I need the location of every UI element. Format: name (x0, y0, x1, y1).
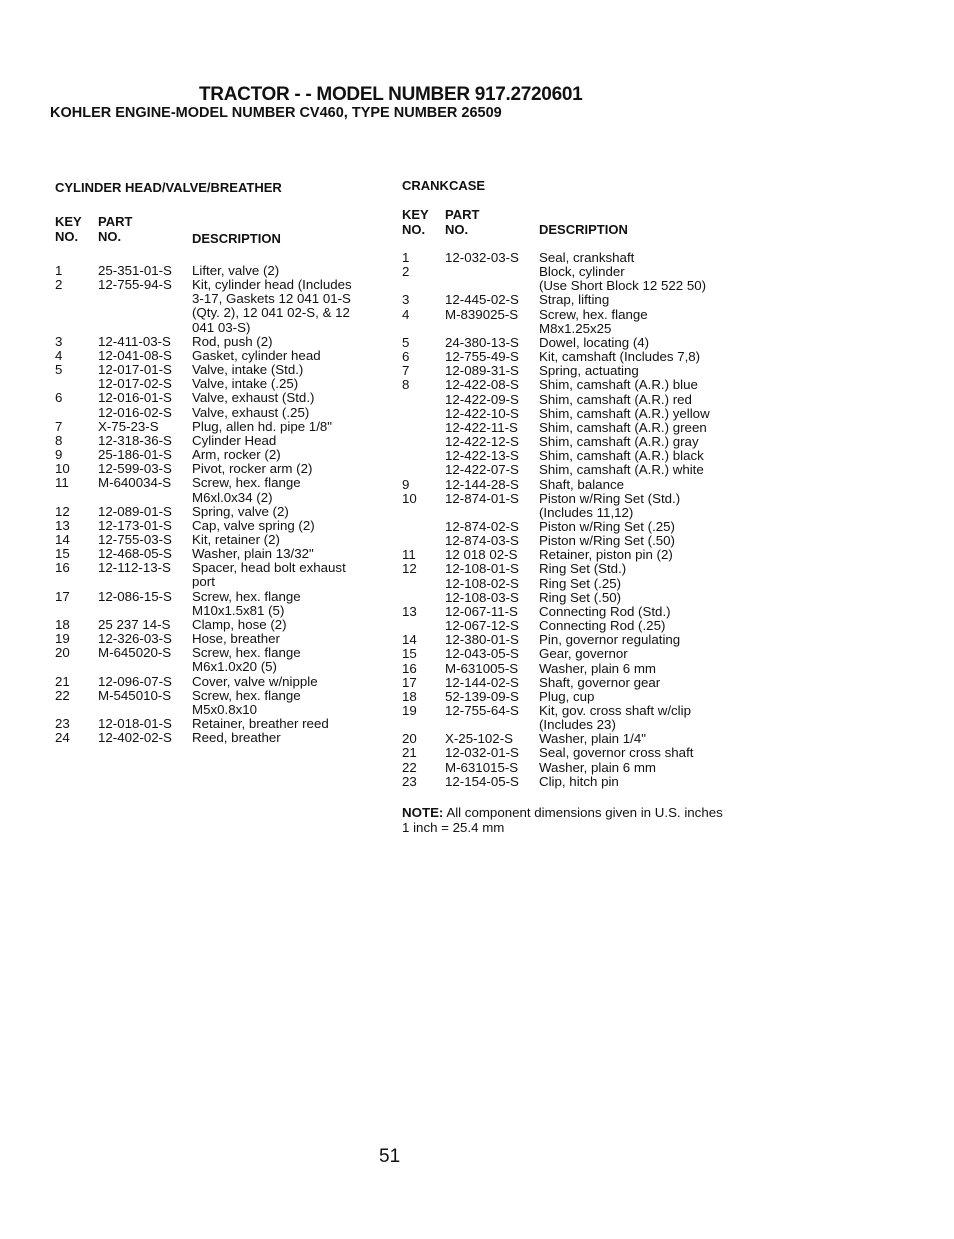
table-row (402, 633, 742, 647)
part-number: 25-351-01-S (98, 263, 172, 278)
part-number: 12-089-31-S (445, 363, 519, 379)
table-row (55, 278, 385, 335)
key-number: 12 (402, 561, 417, 577)
table-row (402, 534, 742, 548)
key-number: 1 (402, 250, 410, 265)
part-number: 12-017-02-S (98, 376, 172, 392)
note-text: All component dimensions given in U.S. inches 1 inch = 25.4 mm (402, 805, 723, 835)
table-row (55, 618, 385, 632)
note (402, 806, 732, 835)
table-row (55, 533, 385, 547)
table-row (55, 462, 385, 476)
right-col-key-line1: KEY (402, 207, 429, 222)
left-col-desc-header: DESCRIPTION (192, 231, 281, 246)
part-description: Gear, governor (539, 646, 628, 662)
part-number: 12-422-10-S (445, 405, 519, 421)
part-description: Shim, camshaft (A.R.) blue (539, 377, 698, 393)
key-number: 19 (55, 631, 70, 647)
table-row (402, 265, 742, 293)
part-description: Pivot, rocker arm (2) (192, 461, 313, 477)
part-description: Valve, intake (.25) (192, 376, 299, 392)
part-description: Shim, camshaft (A.R.) gray (539, 434, 699, 450)
part-description: Lifter, valve (2) (192, 263, 280, 278)
table-row (402, 520, 742, 534)
key-number: 3 (402, 292, 410, 308)
key-number: 16 (402, 660, 417, 676)
right-col-key-header (402, 207, 429, 237)
key-number: 10 (55, 461, 70, 477)
part-description: Strap, lifting (539, 292, 610, 308)
key-number: 21 (55, 673, 70, 689)
table-row (402, 421, 742, 435)
table-row (55, 363, 385, 377)
part-number: 12-016-01-S (98, 390, 172, 406)
part-description: Piston w/Ring Set (.25) (539, 518, 675, 534)
key-number: 1 (55, 263, 63, 278)
key-number: 15 (55, 546, 70, 562)
part-description: Pin, governor regulating (539, 632, 681, 648)
key-number: 11 (402, 547, 416, 563)
part-number: 12-422-13-S (445, 448, 519, 464)
table-row (55, 476, 385, 504)
part-number: 12-445-02-S (445, 292, 519, 308)
key-number: 22 (55, 687, 70, 703)
page-number: 51 (379, 1146, 401, 1167)
left-col-key-line2: NO. (55, 229, 79, 244)
key-number: 24 (55, 730, 70, 746)
part-number: 12-468-05-S (98, 546, 172, 562)
part-number: 12-874-01-S (445, 490, 519, 506)
part-number: 12-154-05-S (445, 773, 519, 789)
table-row (55, 335, 385, 349)
key-number (402, 534, 445, 548)
part-number: 12-380-01-S (445, 632, 519, 648)
left-parts-list (55, 264, 385, 745)
part-description: Seal, crankshaft (539, 250, 635, 265)
table-row (55, 391, 385, 405)
table-row (402, 251, 742, 265)
table-row (402, 562, 742, 576)
key-number: 3 (55, 333, 63, 349)
part-number: M-640034-S (98, 475, 172, 491)
table-row (55, 547, 385, 561)
part-number: 12-067-12-S (445, 618, 519, 634)
part-number: 12-422-09-S (445, 391, 519, 407)
key-number: 20 (402, 731, 417, 747)
part-description: Shim, camshaft (A.R.) green (539, 419, 707, 435)
key-number (402, 449, 445, 463)
key-number: 18 (55, 616, 70, 632)
key-number: 13 (402, 603, 417, 619)
part-number: 12-108-02-S (445, 575, 519, 591)
part-description: Screw, hex. flange M6x1.0x20 (5) (192, 645, 301, 675)
part-description: Kit, gov. cross shaft w/clip (Includes 23) (539, 703, 691, 733)
key-number (402, 463, 445, 477)
table-row (402, 647, 742, 661)
key-number: 5 (402, 334, 410, 350)
part-number: 12-067-11-S (445, 603, 518, 619)
key-number: 22 (402, 759, 417, 775)
key-number: 11 (55, 475, 69, 491)
key-number: 9 (402, 476, 410, 492)
part-number: 12-422-08-S (445, 377, 519, 393)
part-number: 12-112-13-S (98, 560, 171, 576)
part-number: 12-326-03-S (98, 631, 172, 647)
part-number: 12-173-01-S (98, 517, 172, 533)
part-number: 12-411-03-S (98, 333, 171, 349)
key-number (402, 591, 445, 605)
key-number: 4 (55, 347, 63, 363)
part-description: Shim, camshaft (A.R.) red (539, 391, 692, 407)
table-row (402, 746, 742, 760)
key-number: 17 (55, 588, 70, 604)
table-row (402, 690, 742, 704)
table-row (402, 378, 742, 392)
table-row (55, 420, 385, 434)
left-col-part-header (98, 214, 132, 244)
part-number: 25-186-01-S (98, 447, 172, 463)
part-description: Valve, intake (Std.) (192, 362, 304, 378)
left-col-part-line2: NO. (98, 229, 122, 244)
table-row (402, 704, 742, 732)
key-number (402, 619, 445, 633)
table-row (55, 731, 385, 745)
key-number: 17 (402, 674, 417, 690)
part-description: Shaft, balance (539, 476, 625, 492)
right-col-key-line2: NO. (402, 222, 426, 237)
part-number: 12-043-05-S (445, 646, 519, 662)
table-row (402, 435, 742, 449)
key-number (402, 407, 445, 421)
table-row (402, 577, 742, 591)
right-col-desc-header: DESCRIPTION (539, 222, 628, 237)
part-description: Reed, breather (192, 730, 281, 746)
part-description: Ring Set (Std.) (539, 561, 627, 577)
key-number: 21 (402, 745, 417, 761)
table-row (402, 492, 742, 520)
part-description: Clamp, hose (2) (192, 616, 287, 632)
key-number: 7 (55, 418, 63, 434)
key-number: 8 (55, 432, 63, 448)
part-number: 12-874-02-S (445, 518, 519, 534)
table-row (55, 561, 385, 589)
part-description: Washer, plain 6 mm (539, 759, 657, 775)
part-description: Kit, camshaft (Includes 7,8) (539, 349, 701, 365)
part-description: Washer, plain 6 mm (539, 660, 657, 676)
right-parts-list (402, 251, 742, 789)
page-subtitle: KOHLER ENGINE-MODEL NUMBER CV460, TYPE NUMBER 26509 (50, 105, 502, 121)
part-number: 12-018-01-S (98, 716, 172, 731)
key-number (402, 421, 445, 435)
table-row (402, 393, 742, 407)
part-description: Shim, camshaft (A.R.) black (539, 448, 704, 464)
part-number: M-631005-S (445, 660, 519, 676)
right-col-part-header (445, 207, 479, 237)
key-number: 10 (402, 490, 417, 506)
table-row (402, 336, 742, 350)
table-row (402, 761, 742, 775)
part-description: Seal, governor cross shaft (539, 745, 694, 761)
part-description: Arm, rocker (2) (192, 447, 281, 463)
key-number (402, 520, 445, 534)
part-description: Retainer, breather reed (192, 716, 329, 731)
part-number: 12-755-03-S (98, 531, 172, 547)
table-row (55, 590, 385, 618)
part-number: M-645020-S (98, 645, 172, 661)
part-description: Valve, exhaust (.25) (192, 404, 310, 420)
table-row (55, 675, 385, 689)
part-description: Gasket, cylinder head (192, 347, 321, 363)
key-number: 14 (55, 531, 70, 547)
part-number: 12-041-08-S (98, 347, 172, 363)
key-number: 6 (55, 390, 63, 406)
part-description: Rod, push (2) (192, 333, 273, 349)
table-row (55, 505, 385, 519)
part-number: 12-032-01-S (445, 745, 519, 761)
part-number: 12-096-07-S (98, 673, 172, 689)
part-number: 12-755-49-S (445, 349, 519, 365)
table-row (55, 406, 385, 420)
table-row (402, 293, 742, 307)
key-number: 2 (55, 277, 63, 293)
key-number: 23 (55, 716, 70, 731)
part-description: Cover, valve w/nipple (192, 673, 318, 689)
part-description: Hose, breather (192, 631, 280, 647)
right-col-part-line1: PART (445, 207, 480, 222)
table-row (402, 449, 742, 463)
table-row (55, 646, 385, 674)
part-description: Ring Set (.25) (539, 575, 622, 591)
part-number: 12-599-03-S (98, 461, 172, 477)
right-col-part-line2: NO. (445, 222, 469, 237)
key-number: 15 (402, 646, 417, 662)
key-number: 20 (55, 645, 70, 661)
part-description: Spacer, head bolt exhaust port (192, 560, 346, 590)
part-number: 12-144-02-S (445, 674, 519, 690)
table-row (402, 605, 742, 619)
left-col-part-line1: PART (98, 214, 133, 229)
key-number: 19 (402, 703, 417, 718)
key-number: 2 (402, 264, 410, 280)
part-number: M-631015-S (445, 759, 519, 775)
key-number: 18 (402, 688, 417, 704)
key-number: 7 (402, 363, 410, 379)
part-number: 12-402-02-S (98, 730, 172, 746)
right-section-title: CRANKCASE (402, 178, 486, 193)
table-row (402, 676, 742, 690)
table-row (402, 732, 742, 746)
key-number: 12 (55, 503, 70, 519)
table-row (55, 689, 385, 717)
part-description: Ring Set (.50) (539, 589, 622, 605)
part-description: Connecting Rod (.25) (539, 618, 666, 634)
part-description: Plug, cup (539, 688, 595, 704)
part-description: Shaft, governor gear (539, 674, 661, 690)
table-row (402, 662, 742, 676)
page-title: TRACTOR - - MODEL NUMBER 917.2720601 (199, 84, 583, 105)
part-number: X-25-102-S (445, 731, 513, 747)
part-number: 12-144-28-S (445, 476, 519, 492)
note-label: NOTE: (402, 805, 444, 820)
table-row (402, 775, 742, 789)
key-number (55, 406, 98, 420)
table-row (55, 632, 385, 646)
part-description: Connecting Rod (Std.) (539, 603, 671, 619)
part-number: X-75-23-S (98, 418, 159, 434)
key-number (402, 577, 445, 591)
part-number: 12-422-07-S (445, 462, 519, 478)
key-number: 6 (402, 349, 410, 365)
part-description: Piston w/Ring Set (Std.) (Includes 11,12) (539, 490, 681, 520)
key-number: 4 (402, 306, 410, 322)
part-description: Kit, cylinder head (Includes 3-17, Gaskets 12 041 01-S (Qty. 2), 12 041 02-S, & 12 041 03-S) (192, 277, 352, 335)
part-number: 12-318-36-S (98, 432, 172, 448)
part-number: M-839025-S (445, 306, 519, 322)
part-number: 12-017-01-S (98, 362, 172, 378)
key-number: 8 (402, 377, 410, 393)
part-description: Piston w/Ring Set (.50) (539, 533, 675, 549)
part-description: Screw, hex. flange M6xl.0x34 (2) (192, 475, 301, 505)
table-row (402, 463, 742, 477)
part-description: Dowel, locating (4) (539, 334, 650, 350)
part-number: 25 237 14-S (98, 616, 171, 632)
table-row (55, 717, 385, 731)
part-description: Spring, actuating (539, 363, 639, 379)
table-row (402, 591, 742, 605)
part-number: 52-139-09-S (445, 688, 519, 704)
key-number: 9 (55, 447, 63, 463)
key-number (55, 377, 98, 391)
key-number (402, 393, 445, 407)
key-number: 16 (55, 560, 70, 576)
part-description: Retainer, piston pin (2) (539, 547, 673, 563)
table-row (55, 434, 385, 448)
table-row (55, 349, 385, 363)
part-number: 12-032-03-S (445, 250, 519, 265)
part-description: Shim, camshaft (A.R.) white (539, 462, 704, 478)
part-description: Shim, camshaft (A.R.) yellow (539, 405, 710, 421)
key-number (402, 435, 445, 449)
part-number: 12-755-64-S (445, 703, 519, 718)
part-number: 24-380-13-S (445, 334, 519, 350)
part-description: Screw, hex. flange M5x0.8x10 (192, 687, 301, 717)
table-row (402, 407, 742, 421)
part-description: Valve, exhaust (Std.) (192, 390, 315, 406)
part-number: 12-108-03-S (445, 589, 519, 605)
part-description: Screw, hex. flange M8x1.25x25 (539, 306, 648, 336)
part-description: Washer, plain 13/32" (192, 546, 314, 562)
part-number: M-545010-S (98, 687, 172, 703)
table-row (55, 377, 385, 391)
part-number (445, 265, 539, 293)
left-section-title: CYLINDER HEAD/VALVE/BREATHER (55, 180, 282, 195)
part-description: Spring, valve (2) (192, 503, 289, 519)
left-col-key-line1: KEY (55, 214, 82, 229)
part-number: 12-016-02-S (98, 404, 172, 420)
part-description: Screw, hex. flange M10x1.5x81 (5) (192, 588, 301, 618)
part-number: 12-874-03-S (445, 533, 519, 549)
part-number: 12-086-15-S (98, 588, 172, 604)
table-row (402, 364, 742, 378)
part-number: 12-755-94-S (98, 277, 172, 293)
part-number: 12-089-01-S (98, 503, 172, 519)
table-row (402, 350, 742, 364)
key-number: 14 (402, 632, 417, 648)
part-number: 12 018 02-S (445, 547, 518, 563)
left-col-key-header (55, 214, 82, 244)
part-description: Block, cylinder (Use Short Block 12 522 50) (539, 264, 707, 294)
part-description: Washer, plain 1/4" (539, 731, 646, 747)
table-row (402, 478, 742, 492)
table-row (55, 264, 385, 278)
part-description: Cap, valve spring (2) (192, 517, 315, 533)
part-number: 12-422-12-S (445, 434, 519, 450)
key-number: 5 (55, 362, 63, 378)
part-description: Kit, retainer (2) (192, 531, 280, 547)
part-number: 12-422-11-S (445, 419, 518, 435)
table-row (55, 448, 385, 462)
table-row (402, 308, 742, 336)
part-number: 12-108-01-S (445, 561, 519, 577)
part-description: Cylinder Head (192, 432, 277, 448)
table-row (402, 548, 742, 562)
table-row (402, 619, 742, 633)
part-description: Clip, hitch pin (539, 773, 619, 789)
table-row (55, 519, 385, 533)
key-number: 13 (55, 517, 70, 533)
key-number: 23 (402, 773, 417, 789)
part-description: Plug, allen hd. pipe 1/8" (192, 418, 333, 434)
